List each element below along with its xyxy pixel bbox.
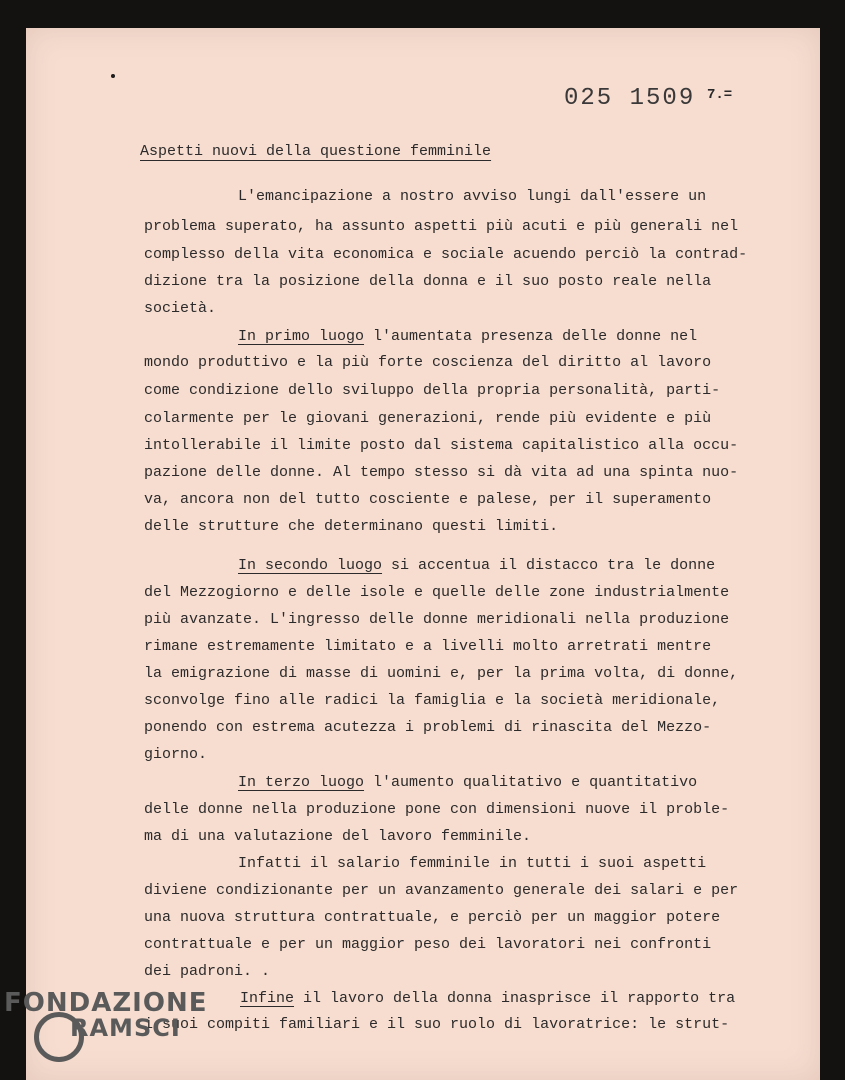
text-line — [144, 218, 738, 236]
underlined-lead: In primo luogo — [238, 328, 365, 345]
page-number: 7.= — [707, 87, 733, 103]
line-text: rimane estremamente limitato e a livelli molto arretrati mentre — [144, 638, 712, 655]
text-line — [144, 410, 711, 428]
line-text: L'emancipazione a nostro avviso lungi dall'essere un — [238, 188, 707, 205]
line-text: ponendo con estrema acutezza i problemi di rinascita del Mezzo- — [144, 719, 712, 736]
text-line — [144, 518, 558, 536]
line-text: pazione delle donne. Al tempo stesso si dà vita ad una spinta nuo- — [144, 464, 739, 481]
text-line — [144, 936, 711, 954]
line-text: va, ancora non del tutto cosciente e palese, per il superamento — [144, 491, 712, 508]
text-line — [144, 354, 711, 372]
text-line — [238, 328, 697, 346]
line-text: sconvolge fino alle radici la famiglia e la società meridionale, — [144, 692, 721, 709]
text-line — [144, 963, 270, 981]
watermark-line2: RAMSCI — [70, 1014, 181, 1042]
text-line — [238, 774, 697, 792]
line-text: si accentua il distacco tra le donne — [382, 557, 716, 574]
watermark-line1: FONDAZIONE — [4, 988, 208, 1018]
line-text: l'aumentata presenza delle donne nel — [364, 328, 698, 345]
text-line — [144, 300, 216, 318]
line-text: delle donne nella produzione pone con dimensioni nuove il proble- — [144, 801, 730, 818]
text-line — [144, 882, 738, 900]
text-line — [144, 464, 738, 482]
line-text: problema superato, ha assunto aspetti più acuti e più generali nel — [144, 218, 739, 235]
line-text: del Mezzogiorno e delle isole e quelle delle zone industrialmente — [144, 584, 730, 601]
text-line — [144, 909, 720, 927]
text-line — [144, 746, 207, 764]
line-text: dizione tra la posizione della donna e il suo posto reale nella — [144, 273, 712, 290]
line-text: più avanzate. L'ingresso delle donne meridionali nella produzione — [144, 611, 730, 628]
line-text: contrattuale e per un maggior peso dei lavoratori nei confronti — [144, 936, 712, 953]
underlined-lead: In secondo luogo — [238, 557, 383, 574]
text-line — [144, 246, 747, 264]
line-text: i suoi compiti familiari e il suo ruolo di lavoratrice: le strut- — [144, 1016, 730, 1033]
text-line — [238, 557, 715, 575]
archive-number: 025 1509 — [564, 85, 696, 112]
line-text: la emigrazione di masse di uomini e, per la prima volta, di donne, — [144, 665, 739, 682]
line-text: l'aumento qualitativo e quantitativo — [364, 774, 698, 791]
underlined-lead: In terzo luogo — [238, 774, 365, 791]
text-line — [144, 491, 711, 509]
line-text: dei padroni. . — [144, 963, 271, 980]
text-line — [144, 382, 720, 400]
line-text: complesso della vita economica e sociale acuendo perciò la contrad- — [144, 246, 748, 263]
text-line — [240, 990, 735, 1008]
line-text: Infatti il salario femminile in tutti i suoi aspetti — [238, 855, 707, 872]
underlined-lead: Infine — [240, 990, 295, 1007]
line-text: delle strutture che determinano questi limiti. — [144, 518, 559, 535]
text-line — [144, 584, 729, 602]
line-text: giorno. — [144, 746, 208, 763]
line-text: colarmente per le giovani generazioni, rende più evidente e più — [144, 410, 712, 427]
text-line — [144, 273, 711, 291]
line-text: una nuova struttura contrattuale, e perciò per un maggior potere — [144, 909, 721, 926]
text-line — [144, 611, 729, 629]
text-line — [144, 828, 531, 846]
line-text: ma di una valutazione del lavoro femminile. — [144, 828, 532, 845]
text-line — [144, 665, 738, 683]
text-line — [144, 692, 720, 710]
text-line — [144, 1016, 729, 1034]
line-text: come condizione dello sviluppo della propria personalità, parti- — [144, 382, 721, 399]
line-text: il lavoro della donna inasprisce il rapporto tra — [294, 990, 736, 1007]
text-line — [144, 437, 738, 455]
ink-dot — [111, 74, 115, 78]
text-line — [144, 638, 711, 656]
line-text: diviene condizionante per un avanzamento generale dei salari e per — [144, 882, 739, 899]
document-title: Aspetti nuovi della questione femminile — [140, 143, 492, 160]
text-line — [144, 801, 729, 819]
text-line — [144, 719, 711, 737]
line-text: mondo produttivo e la più forte coscienza del diritto al lavoro — [144, 354, 712, 371]
text-line — [238, 188, 706, 206]
text-line — [238, 855, 706, 873]
line-text: società. — [144, 300, 217, 317]
line-text: intollerabile il limite posto dal sistema capitalistico alla occu- — [144, 437, 739, 454]
